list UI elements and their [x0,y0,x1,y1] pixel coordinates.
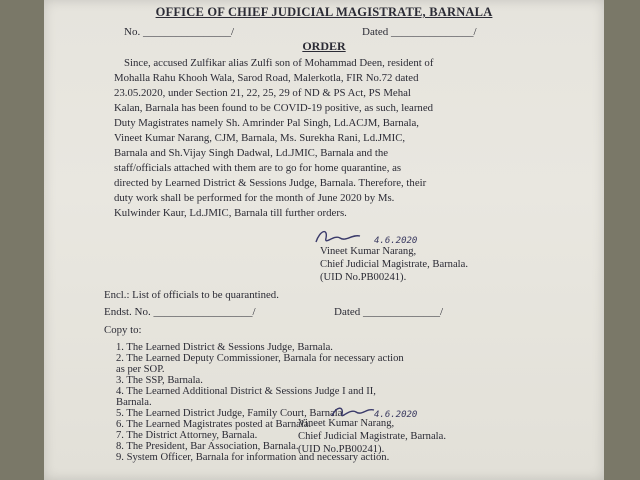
list-item: 8. The President, Bar Association, Barnala. [116,441,299,452]
office-title: OFFICE OF CHIEF JUDICIAL MAGISTRATE, BARNALA [155,5,493,19]
reference-number [124,26,234,38]
list-item: 3. The SSP, Barnala. [116,375,203,386]
signatory-uid: (UID No.PB00241). [320,272,407,283]
dated-label: Dated [362,26,389,38]
signatory-uid: (UID No.PB00241). [298,444,385,455]
body-line: Kulwinder Kaur, Ld.JMIC, Barnala till further orders. [114,207,347,219]
no-blank: ________________/ [142,26,235,38]
body-line: Kalan, Barnala has been found to be COVID-19 positive, as such, learned [114,102,434,114]
reference-date [362,26,477,38]
body-line: Barnala and Sh.Vijay Singh Dadwal, Ld.JMIC, Barnala and the [114,147,389,159]
endorsement-date [334,306,443,318]
body-line: duty work shall be performed for the month of June 2020 by Ms. [114,192,395,204]
no-label: No. [124,26,141,38]
endst-blank: __________________/ [153,306,256,318]
signatory-designation: Chief Judicial Magistrate, Barnala. [298,431,446,442]
enclosure-note: Encl.: List of officials to be quarantined. [104,289,279,301]
list-item: as per SOP. [116,364,165,375]
signatory-designation: Chief Judicial Magistrate, Barnala. [320,259,468,270]
list-item: Barnala. [116,397,152,408]
order-heading: ORDER [302,39,346,53]
handwritten-date: 4.6.2020 [374,236,418,246]
endorsement-number [104,306,256,318]
dated-blank: _______________/ [391,26,477,38]
list-item: 9. System Officer, Barnala for information and necessary action. [116,452,390,463]
list-item: 1. The Learned District & Sessions Judge, Barnala. [116,342,333,353]
list-item: 5. The Learned District Judge, Family Court, Barnala. [116,408,345,419]
body-line: 23.05.2020, under Section 21, 22, 25, 29 of ND & PS Act, PS Mehal [114,87,411,99]
body-line: directed by Learned District & Sessions Judge, Barnala. Therefore, their [114,177,427,189]
list-item: 4. The Learned Additional District & Sessions Judge I and II, [116,386,376,397]
body-line: Vineet Kumar Narang, CJM, Barnala, Ms. Surekha Rani, Ld.JMIC, [114,132,406,144]
endst-label: Endst. No. [104,306,151,318]
body-line: staff/officials attached with them are to go for home quarantine, as [114,162,402,174]
signature-scribble [312,226,372,248]
body-line: Duty Magistrates namely Sh. Amrinder Pal Singh, Ld.ACJM, Barnala, [114,117,419,129]
dated-blank: ______________/ [363,306,444,318]
list-item: 2. The Learned Deputy Commissioner, Barnala for necessary action [116,353,404,364]
dated-label: Dated [334,306,361,318]
list-item: 6. The Learned Magistrates posted at Barnala. [116,419,312,430]
signatory-name: Vineet Kumar Narang, [320,246,417,257]
document-page [44,0,604,480]
handwritten-date: 4.6.2020 [374,410,418,420]
body-line: Mohalla Rahu Khooh Wala, Sarod Road, Malerkotla, FIR No.72 dated [114,72,419,84]
copy-to-label: Copy to: [104,324,142,336]
list-item: 7. The District Attorney, Barnala. [116,430,258,441]
body-line: Since, accused Zulfikar alias Zulfi son of Mohammad Deen, resident of [124,57,434,69]
signatory-name: Vineet Kumar Narang, [298,418,395,429]
